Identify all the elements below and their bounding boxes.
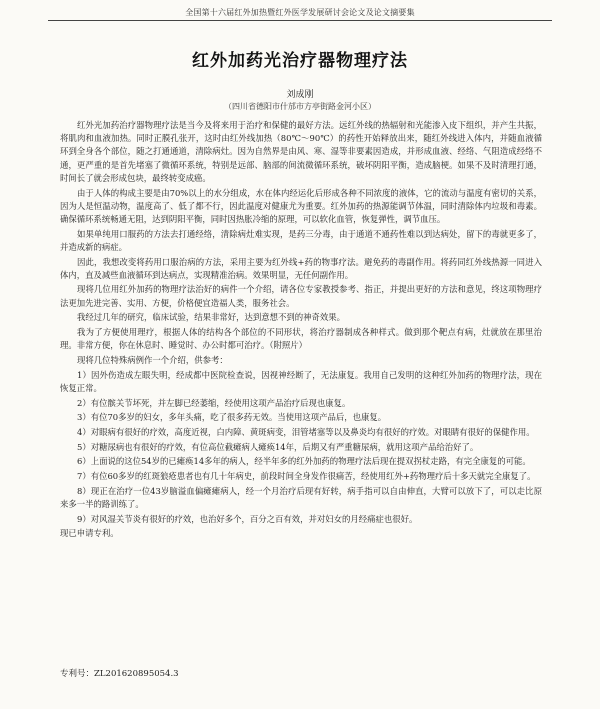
case-item: 2）有位髌关节坏死，并左脚已经萎缩，经使用这项产品治疗后现也康复。 — [77, 397, 351, 408]
author-affiliation: （四川省德阳市什邡市方亭街路金河小区） — [224, 102, 376, 111]
patent-number: 专利号：ZL201620895054.3 — [60, 669, 179, 679]
paragraph: 如果单纯用口服药的方法去打通经络，清除病灶难实现，是药三分毒，由于通道不通药性难以到达病处，留下的毒就更多了，并造成新的病症。 — [60, 228, 542, 252]
case-item: 9）对风湿关节炎有很好的疗效，也治好多个，百分之百有效，并对妇女的月经痛症也很好。 — [77, 513, 418, 524]
case-item: 3）有位70多岁的妇女，多年头痛，吃了很多药无效。当使用这项产品后，也康复。 — [77, 412, 387, 423]
header-rule — [48, 20, 552, 21]
paragraph: 我为了方便使用理疗，根据人体的结构各个部位的不同形状，将治疗器制成各种样式。做到那个靶点有病，灶就放在那里治理。非常方便，你在休息时、睡觉时、办公时都可治疗。（附照片） — [60, 327, 542, 351]
case-item: 7）有位60多岁的红斑狼疮患者也有几十年病史，前段时间全身发作很痛苦，经使用红外+药物理疗后十多天就完全康复了。 — [77, 471, 536, 482]
paragraph: 现将几位用红外加药的物理疗法治好的病件一个介绍，请各位专家教授参考、指正，并提出更好的方法和意见，终这项物理疗法更加先进完善、实用、方便，价格便宜造福人类，服务社会。 — [60, 284, 542, 308]
paragraph: 红外光加药治疗器物理疗法是当今及将来用于治疗和保健的最好方法。远红外线的热辐射和光能渗入皮下组织，并产生共振，将肌肉和血液加热。同时正膜孔张开，这时由红外线加热（80℃～90℃）的药性开始释放出来，随红外线进入体内，并随血液循环到全身各个部位，随之打通通道，清除病灶。因为自然界是由风、寒、湿等非要素因造成，并形成血液、经络、气阻造成经络不通，更严重的是首先堵塞了微循环系统，特别是远部、脑部的间流微循环系统，破坏阴阳平衡，造成脑梗。如果不及时清理打通，时间长了就会形成包块，最终转变成癌。 — [60, 120, 542, 183]
running-header: 全国第十六届红外加热暨红外医学发展研讨会论文及论文摘要集 — [185, 8, 415, 17]
paragraph: 我经过几年的研究，临床试验，结果非常好，达到意想不到的神奇效果。 — [77, 312, 345, 323]
paragraph: 因此，我想改变将药用口服治病的方法，采用主要为红外线+药的物事疗法。避免药的毒副作用。将药同红外线热源一同进入体内，直及减些血液循环到达病点，实现精准治病。效果明显，无任何副作用。 — [60, 256, 542, 280]
closing-line: 现已申请专利。 — [60, 528, 119, 539]
author-name: 刘成刚 — [286, 90, 314, 100]
paragraph: 现将几位特殊病例作一个介绍，供参考： — [77, 354, 228, 365]
body-text — [60, 119, 542, 542]
case-item: 6）上面说的这位54岁的已瘫痪14多年的病人，经半年多的红外加药的物理疗法后现在提双拐杖走路，有完全康复的可能。 — [77, 456, 531, 467]
case-item: 5）对糖尿病也有很好的疗效，有位高位截瘫病人瘫痪14年，后期又有严重糖尿病，就用这项产品给治好了。 — [77, 441, 479, 452]
case-item: 8）现正在治疗一位43岁脑溢血偏瘫瘫病人，经一个月治疗后现有好转，病手指可以自由伸直，大臂可以放下了，可以走比原来多一半的路训练了。 — [60, 485, 542, 509]
paper-title: 红外加药光治疗器物理疗法 — [192, 51, 408, 71]
paragraph: 由于人体的构成主要是由70%以上的水分组成，水在体内经运化后形成各种不同浓度的液体，它的流动与温度有密切的关系，因为人是恒温动物，温度高了、低了都不行，因此温度对健康尤为重要。红外加药的热源能调节体温，同时清除体内垃圾和毒素。确保循环系统畅通无阻，达到阴阳平衡，同时因热胀冷缩的原理，可以软化血管，恢复弹性，调节血压。 — [60, 187, 542, 224]
case-item: 4）对眼病有很好的疗效，高度近视，白内障、黄斑病变，泪管堵塞等以及鼻炎均有很好的疗效。对眼睛有很好的保健作用。 — [77, 426, 535, 437]
case-item: 1）因外伤造成左眼失明，经成都中医院检查说，因视神经断了，无法康复。我用自己发明的这种红外加药的物理疗法，现在恢复正常。 — [60, 369, 542, 393]
